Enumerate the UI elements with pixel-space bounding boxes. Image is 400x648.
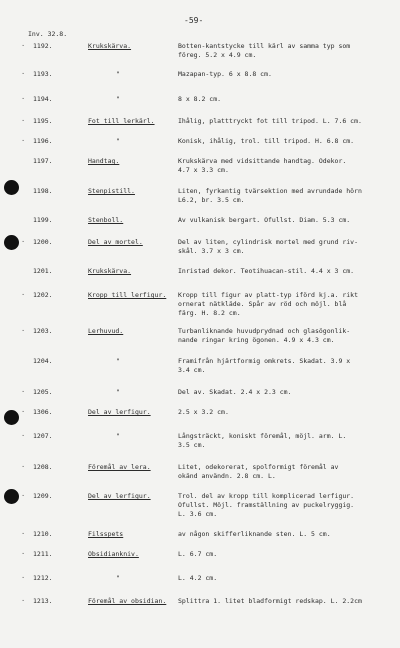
entry-description: Krukskärva med vidsittande handtag. Odekor. 4.7 x 3.3 cm.: [178, 157, 347, 174]
margin-tick: ·: [21, 550, 26, 558]
entry-description: Del av liten, cylindrisk mortel med grund riv- skål. 3.7 x 3 cm.: [178, 238, 359, 255]
entry-number: 1202.: [33, 291, 53, 299]
entry-description: Mazapan-typ. 6 x 8.8 cm.: [178, 70, 272, 78]
margin-tick: ·: [21, 42, 26, 50]
entry-object-name: Krukskärva.: [88, 267, 132, 275]
binder-hole: [4, 410, 19, 425]
entry-description: Liten, fyrkantig tvärsektion med avrundade hörn L6.2, br. 3.5 cm.: [178, 187, 362, 204]
margin-tick: ·: [21, 137, 26, 145]
entry-object-name: Stenboll.: [88, 216, 124, 224]
margin-tick: ·: [21, 492, 26, 500]
entry-number: 1196.: [33, 137, 53, 145]
entry-object-name: ": [116, 357, 120, 365]
entry-number: 1201.: [33, 267, 53, 275]
entry-object-name: ": [116, 95, 120, 103]
entry-object-name: Stenpistill.: [88, 187, 135, 195]
entry-object-name: Filsspets: [88, 530, 124, 538]
entry-number: 1207.: [33, 432, 53, 440]
margin-tick: ·: [21, 432, 26, 440]
entry-object-name: ": [116, 574, 120, 582]
entry-number: 1200.: [33, 238, 53, 246]
entry-description: L. 6.7 cm.: [178, 550, 218, 558]
entry-number: 1192.: [33, 42, 53, 50]
margin-tick: ·: [21, 117, 26, 125]
entry-object-name: Del av lerfigur.: [88, 492, 151, 500]
entry-object-name: ": [116, 137, 120, 145]
entry-number: 1194.: [33, 95, 53, 103]
entry-object-name: Kropp till lerfigur.: [88, 291, 167, 299]
entry-description: Kropp till figur av platt-typ iförd kj.a. rikt ornerat nätkläde. Spår av röd och möjl. blå färg. H. 8.2 cm.: [178, 291, 359, 317]
entry-number: 1205.: [33, 388, 53, 396]
entry-description: Trol. del av kropp till komplicerad lerfigur. Ofullst. Möjl. framställning av puckelryggig. L. 3.6 cm.: [178, 492, 355, 518]
entry-number: 1212.: [33, 574, 53, 582]
entry-object-name: ": [116, 70, 120, 78]
entry-description: Turbanliknande huvudprydnad och glasögonlik- nande ringar kring ögonen. 4.9 x 4.3 cm.: [178, 327, 351, 344]
entry-description: 8 x 8.2 cm.: [178, 95, 222, 103]
entry-description: Långsträckt, koniskt föremål, möjl. arm. L. 3.5 cm.: [178, 432, 347, 449]
entry-object-name: Lerhuvud.: [88, 327, 124, 335]
margin-tick: ·: [21, 238, 26, 246]
inventory-label: Inv. 32.8.: [28, 30, 68, 38]
entry-number: 1198.: [33, 187, 53, 195]
entry-number: 1209.: [33, 492, 53, 500]
margin-tick: ·: [21, 597, 26, 605]
margin-tick: ·: [21, 463, 26, 471]
page-number: -59-: [184, 16, 204, 25]
margin-tick: ·: [21, 95, 26, 103]
entry-description: av någon skifferliknande sten. L. 5 cm.: [178, 530, 331, 538]
entry-description: Ihålig, platttryckt fot till tripod. L. 7.6 cm.: [178, 117, 362, 125]
entry-number: 1208.: [33, 463, 53, 471]
entry-number: 1213.: [33, 597, 53, 605]
entry-number: 1195.: [33, 117, 53, 125]
entry-description: Litet, odekorerat, spolformigt föremål av okänd användn. 2.8 cm. L.: [178, 463, 339, 480]
entry-object-name: ": [116, 432, 120, 440]
entry-description: Av vulkanisk bergart. Ofullst. Diam. 5.3 cm.: [178, 216, 351, 224]
entry-object-name: Krukskärva.: [88, 42, 132, 50]
binder-hole: [4, 235, 19, 250]
entry-object-name: Handtag.: [88, 157, 120, 165]
entry-number: 1211.: [33, 550, 53, 558]
margin-tick: ·: [21, 388, 26, 396]
margin-tick: ·: [21, 327, 26, 335]
entry-number: 1197.: [33, 157, 53, 165]
entry-object-name: Föremål av obsidian.: [88, 597, 167, 605]
entry-description: Botten-kantstycke till kärl av samma typ som föreg. 5.2 x 4.9 cm.: [178, 42, 351, 59]
entry-description: Splittra 1. litet bladformigt redskap. L. 2.2cm: [178, 597, 362, 605]
entry-number: 1204.: [33, 357, 53, 365]
entry-number: 1203.: [33, 327, 53, 335]
entry-number: 1193.: [33, 70, 53, 78]
margin-tick: ·: [21, 574, 26, 582]
entry-object-name: Del av lerfigur.: [88, 408, 151, 416]
entry-number: 1210.: [33, 530, 53, 538]
entry-number: 1306.: [33, 408, 53, 416]
entry-object-name: Del av mortel.: [88, 238, 143, 246]
entry-object-name: Obsidiankniv.: [88, 550, 139, 558]
entry-description: 2.5 x 3.2 cm.: [178, 408, 229, 416]
entry-object-name: Föremål av lera.: [88, 463, 151, 471]
margin-tick: ·: [21, 291, 26, 299]
entry-number: 1199.: [33, 216, 53, 224]
margin-tick: ·: [21, 408, 26, 416]
entry-description: Del av. Skadat. 2.4 x 2.3 cm.: [178, 388, 292, 396]
entry-object-name: ": [116, 388, 120, 396]
entry-object-name: Fot till lerkärl.: [88, 117, 155, 125]
binder-hole: [4, 489, 19, 504]
entry-description: L. 4.2 cm.: [178, 574, 218, 582]
entry-description: Framifrån hjärtformig omkrets. Skadat. 3.9 x 3.4 cm.: [178, 357, 351, 374]
entry-description: Konisk, ihålig, trol. till tripod. H. 6.8 cm.: [178, 137, 355, 145]
entry-description: Inristad dekor. Teotihuacan-stil. 4.4 x 3 cm.: [178, 267, 355, 275]
binder-hole: [4, 180, 19, 195]
margin-tick: ·: [21, 530, 26, 538]
margin-tick: ·: [21, 70, 26, 78]
